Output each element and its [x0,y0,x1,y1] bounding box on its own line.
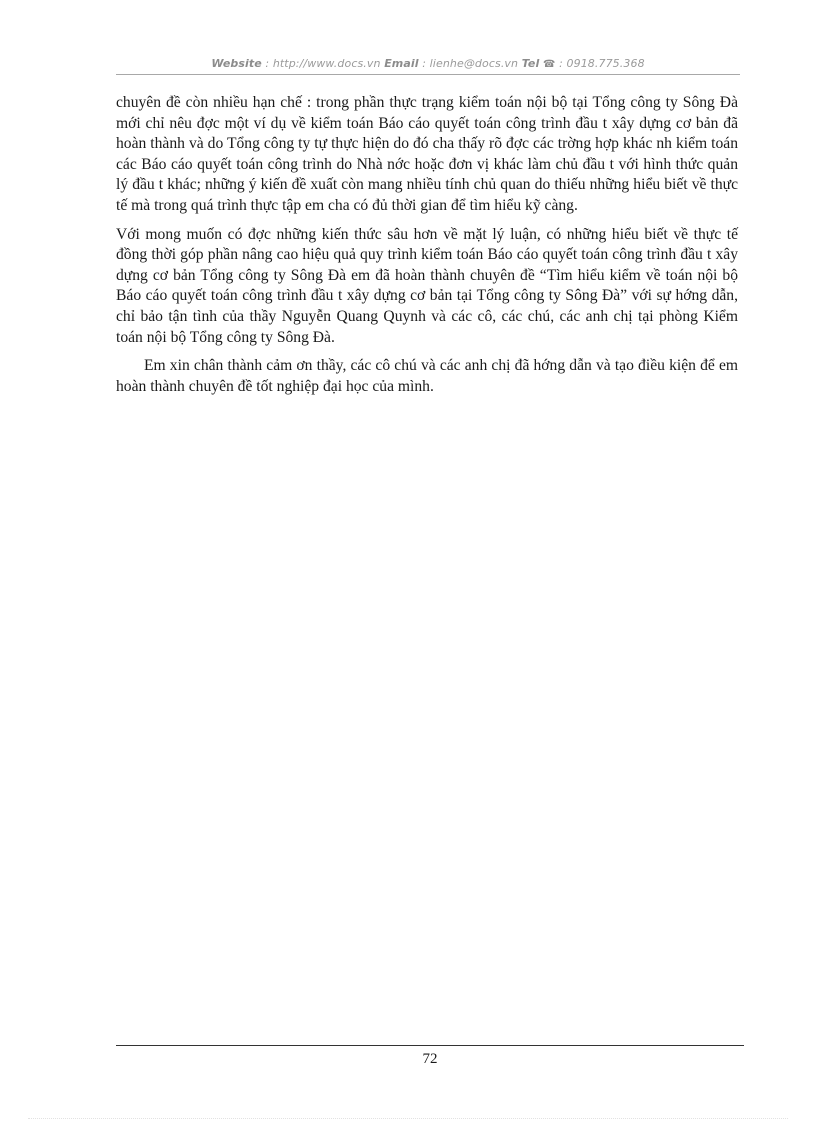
body-text [116,93,738,405]
email-label: Email [384,57,419,70]
page-header [116,57,740,70]
website-label: Website [211,57,262,70]
footer-divider [116,1045,744,1046]
page-bottom-border [28,1118,788,1119]
email-value: : lienhe@docs.vn [418,57,522,70]
paragraph-3: Em xin chân thành cảm ơn thầy, các cô chú và các anh chị đã hớng dẫn và tạo điều kiện để em hoàn thành chuyên đề tốt nghiệp đại học của mình. [116,357,738,395]
website-value: : http://www.docs.vn [261,57,385,70]
paragraph-2: Với mong muốn có đợc những kiến thức sâu hơn về mặt lý luận, có những hiểu biết về thực tế đồng thời góp phần nâng cao hiệu quả quy trình kiểm toán Báo cáo quyết toán công trình đầu t xây dựng cơ bản Tổng công ty Sông Đà em đã hoàn thành chuyên đề “Tìm hiểu kiểm về toán nội bộ Báo cáo quyết toán công trình đầu t xây dựng cơ bản tại Tổng công ty Sông Đà” với sự hớng dẫn, chỉ bảo tận tình của thầy Nguyễn Quang Quynh và các cô, các chú, các anh chị tại phòng Kiểm toán nội bộ Tổng công ty Sông Đà. [116,225,738,346]
phone-icon: ☎ [542,59,556,70]
page-number: 72 [422,1051,438,1067]
paragraph-1: chuyên đề còn nhiều hạn chế : trong phần thực trạng kiểm toán nội bộ tại Tổng công ty Sông Đà mới chỉ nêu đợc một ví dụ về kiểm toán Báo cáo quyết toán công trình đầu t xây dựng cơ bản đã hoàn thành và do Tổng công ty tự thực hiện do đó cha thấy rõ đợc các trờng hợp khác nh kiểm toán các Báo cáo quyết toán công trình do Nhà nớc hoặc đơn vị khác làm chủ đầu t với hình thức quản lý đầu t khác; những ý kiến đề xuất còn mang nhiều tính chủ quan do thiếu những hiểu biết về thực tế mà trong quá trình thực tập em cha có đủ thời gian để tìm hiểu kỹ càng. [116,94,738,214]
tel-value: : 0918.775.368 [555,57,645,70]
tel-label: Tel [521,57,540,70]
header-divider [116,74,740,75]
